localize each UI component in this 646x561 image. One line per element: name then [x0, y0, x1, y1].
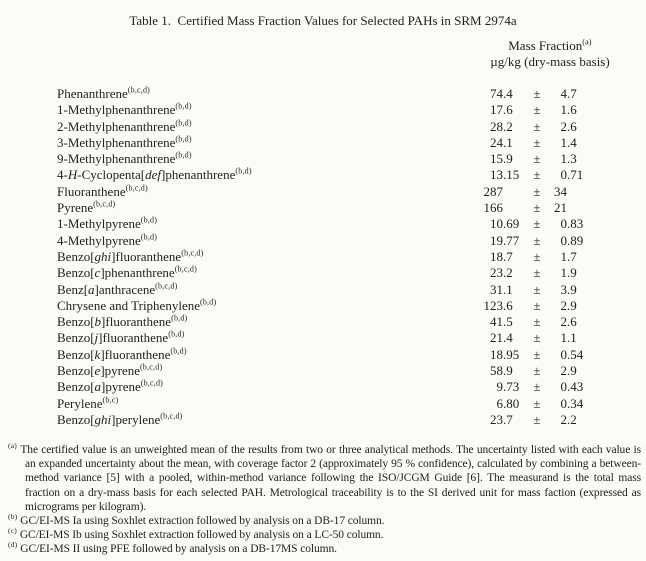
table-row	[57, 347, 587, 363]
uncertainty-integer: 34	[554, 183, 567, 199]
uncertainty-decimal: .43	[567, 379, 584, 395]
plus-minus: ±	[533, 134, 541, 150]
uncertainty-integer: 1	[560, 102, 567, 118]
uncertainty-decimal: .83	[567, 216, 584, 232]
footnotes	[8, 443, 641, 557]
uncertainty-integer: 1	[560, 248, 567, 264]
uncertainty-decimal: .7	[567, 86, 577, 101]
compound-superscript: (b,d)	[175, 134, 192, 144]
value-decimal: .7	[503, 248, 513, 264]
compound-superscript: (b,c,d)	[127, 86, 151, 95]
value-decimal: .7	[503, 411, 513, 427]
uncertainty-integer: 0	[560, 395, 567, 411]
value-integer: 58	[490, 363, 503, 379]
compound-superscript: (b,d)	[140, 216, 158, 226]
uncertainty-integer: 2	[560, 297, 567, 313]
compound-superscript: (b,d)	[199, 297, 217, 307]
value-integer: 287	[483, 183, 503, 199]
uncertainty-integer: 2	[560, 363, 567, 379]
value-integer: 18	[490, 346, 503, 362]
table-row	[57, 379, 587, 395]
compound-name: Benzo[ghi]fluoranthene$^{(b,c,d)}$	[57, 248, 204, 264]
footnote-b	[8, 514, 641, 528]
value-integer: 123	[483, 297, 503, 313]
uncertainty-decimal: .9	[567, 363, 577, 379]
units-label: µg/kg (dry-mass basis)	[490, 54, 610, 69]
value-integer: 10	[490, 216, 503, 232]
value-decimal: .4	[503, 86, 513, 101]
plus-minus: ±	[533, 118, 541, 134]
compound-superscript: (b,c,d)	[181, 248, 204, 258]
footnote-d	[8, 542, 641, 556]
compound-name: Benzo[c]phenanthrene$^{(b,c,d)}$	[57, 265, 197, 281]
value-decimal: .77	[503, 232, 520, 248]
compound-superscript: (b,c,d)	[155, 281, 178, 291]
compound-superscript: (b,d)	[140, 232, 158, 242]
uncertainty-decimal: .71	[567, 167, 584, 183]
value-integer: 24	[490, 134, 503, 150]
value-integer: 17	[490, 102, 503, 118]
value-integer: 21	[490, 330, 503, 346]
footnote-text: The certified value is an unweighted mean of the results from two or three analytical methods. The uncertainty listed with each value is an expanded uncertainty about the mean, with coverage factor 2 (approximately 95 % confidence), calculated by combining a between-method variance [5] with a pooled, within-method variance following the ISO/JCGM Guide [6]. The measurand is the total mass fraction on a dry-mass basis for each selected PAH. Metrological traceability is to the SI derived unit for mass faction (expressed as micrograms per kilogram).	[20, 444, 642, 513]
uncertainty-integer: 0	[560, 379, 567, 395]
compound-name: Fluoranthene$^{(b,c,d)}$	[57, 183, 148, 199]
uncertainty-integer: 1	[560, 151, 567, 167]
plus-minus: ±	[533, 411, 541, 427]
uncertainty-decimal: .9	[567, 281, 577, 297]
uncertainty-integer: 0	[560, 232, 567, 248]
footnote-c	[8, 528, 641, 542]
uncertainty-decimal: .34	[567, 395, 584, 411]
uncertainty-integer: 3	[560, 281, 567, 297]
value-integer: 23	[490, 411, 503, 427]
table-row	[57, 184, 587, 200]
compound-superscript: (b,c,d)	[93, 200, 116, 209]
uncertainty-decimal: .6	[567, 118, 577, 134]
uncertainty-decimal: .2	[567, 411, 577, 427]
uncertainty-integer: 1	[560, 330, 567, 346]
plus-minus: ±	[533, 216, 541, 232]
value-integer: 18	[490, 248, 503, 264]
uncertainty-integer: 0	[560, 216, 567, 232]
compound-name: Pyrene$^{(b,c,d)}$	[57, 200, 116, 216]
plus-minus: ±	[533, 86, 541, 101]
table-row	[57, 119, 587, 135]
plus-minus: ±	[533, 379, 541, 395]
uncertainty-decimal: .89	[567, 232, 584, 248]
value-decimal: .1	[503, 134, 513, 150]
compound-superscript: (b,d)	[171, 314, 188, 323]
compound-name: Benzo[j]fluoranthene$^{(b,d)}$	[57, 330, 185, 346]
uncertainty-integer: 2	[560, 314, 567, 330]
table-row	[57, 86, 587, 102]
compound-name: Benzo[k]fluoranthene$^{(b,d)}$	[57, 346, 187, 362]
value-decimal: .6	[503, 297, 513, 313]
footnote-text: GC/EI-MS II using PFE followed by analysis on a DB-17MS column.	[20, 543, 337, 556]
footnote-marker: (b)	[8, 512, 18, 522]
plus-minus: ±	[533, 346, 541, 362]
compound-superscript: (b,d)	[175, 151, 192, 160]
plus-minus: ±	[533, 151, 541, 167]
compound-name: 4-Methylpyrene$^{(b,d)}$	[57, 232, 158, 248]
uncertainty-integer: 2	[560, 411, 567, 427]
footnote-marker: (d)	[8, 540, 18, 550]
compound-superscript: (b,d)	[175, 118, 192, 128]
column-header	[450, 38, 646, 70]
plus-minus: ±	[533, 248, 541, 264]
compound-name: Benzo[e]pyrene$^{(b,c,d)}$	[57, 363, 163, 379]
plus-minus: ±	[533, 330, 541, 346]
compound-superscript: (b,d)	[235, 167, 252, 177]
uncertainty-decimal: .54	[567, 346, 584, 362]
compound-name: Benzo[a]pyrene$^{(b,c,d)}$	[57, 379, 164, 395]
uncertainty-decimal: .3	[567, 151, 577, 167]
plus-minus: ±	[533, 395, 541, 411]
value-integer: 31	[490, 281, 503, 297]
value-integer: 13	[490, 167, 503, 183]
compound-superscript: (b,c)	[102, 395, 119, 405]
value-integer: 23	[490, 265, 503, 281]
table-row	[57, 314, 587, 330]
uncertainty-decimal: .1	[567, 330, 577, 346]
compound-superscript: (b,d)	[168, 330, 185, 340]
plus-minus: ±	[533, 167, 541, 183]
compound-name: 1-Methylphenanthrene$^{(b,d)}$	[57, 102, 192, 118]
mass-fraction-superscript: (a)	[582, 37, 592, 47]
compound-name: 1-Methylpyrene$^{(b,d)}$	[57, 216, 158, 232]
compound-name: 2-Methylphenanthrene$^{(b,d)}$	[57, 118, 192, 134]
footnote-text: GC/EI-MS Ia using Soxhlet extraction followed by analysis on a DB-17 column.	[20, 515, 385, 528]
table-row	[57, 298, 587, 314]
uncertainty-decimal: .6	[567, 314, 577, 330]
value-integer: 6	[496, 395, 503, 411]
table-row	[57, 330, 587, 346]
uncertainty-integer: 4	[560, 86, 567, 101]
value-decimal: .9	[503, 151, 513, 167]
table-row	[57, 282, 587, 298]
value-integer: 9	[496, 379, 503, 395]
footnote-text: GC/EI-MS Ib using Soxhlet extraction followed by analysis on a LC-50 column.	[19, 529, 384, 542]
value-integer: 166	[483, 200, 503, 216]
value-integer: 19	[490, 232, 503, 248]
table-rows	[57, 86, 587, 428]
table-title: Table 1. Certified Mass Fraction Values for Selected PAHs in SRM 2974a	[129, 13, 517, 28]
table-row	[57, 412, 587, 428]
compound-name: Phenanthrene$^{(b,c,d)}$	[57, 86, 151, 101]
footnote-a	[8, 443, 641, 514]
plus-minus: ±	[533, 200, 541, 216]
plus-minus: ±	[533, 363, 541, 379]
compound-name: Chrysene and Triphenylene$^{(b,d)}$	[57, 297, 217, 313]
uncertainty-decimal: .6	[567, 102, 577, 118]
value-decimal: .1	[503, 281, 513, 297]
compound-superscript: (b,d)	[175, 102, 192, 111]
uncertainty-decimal: .9	[567, 265, 577, 281]
value-decimal: .5	[503, 314, 513, 330]
plus-minus: ±	[533, 314, 541, 330]
uncertainty-integer: 0	[560, 167, 567, 183]
value-decimal: .15	[503, 167, 520, 183]
plus-minus: ±	[533, 281, 541, 297]
compound-superscript: (b,c,d)	[174, 265, 197, 274]
table-row	[57, 396, 587, 412]
footnote-marker: (c)	[8, 526, 17, 536]
value-decimal: .9	[503, 363, 513, 379]
value-integer: 74	[490, 86, 503, 101]
value-decimal: .80	[503, 395, 520, 411]
uncertainty-integer: 21	[554, 200, 567, 216]
compound-name: 9-Methylphenanthrene$^{(b,d)}$	[57, 151, 192, 167]
table-row	[57, 135, 587, 151]
uncertainty-integer: 1	[560, 134, 567, 150]
table-row	[57, 151, 587, 167]
table-row	[57, 200, 587, 216]
compound-superscript: (b,d)	[170, 346, 187, 356]
compound-name: Perylene$^{(b,c)}$	[57, 395, 119, 411]
footnote-marker: (a)	[8, 441, 17, 451]
table-row	[57, 363, 587, 379]
uncertainty-decimal: .4	[567, 134, 577, 150]
table-row	[57, 249, 587, 265]
compound-superscript: (b,c,d)	[125, 183, 148, 193]
plus-minus: ±	[533, 232, 541, 248]
compound-superscript: (b,c,d)	[140, 379, 164, 389]
plus-minus: ±	[533, 183, 541, 199]
table-row	[57, 102, 587, 118]
uncertainty-integer: 2	[560, 118, 567, 134]
plus-minus: ±	[533, 102, 541, 118]
compound-name: Benz[a]anthracene$^{(b,c,d)}$	[57, 281, 178, 297]
uncertainty-decimal: .7	[567, 248, 577, 264]
table-row	[57, 265, 587, 281]
plus-minus: ±	[533, 297, 541, 313]
value-decimal: .95	[503, 346, 520, 362]
value-integer: 15	[490, 151, 503, 167]
compound-name: Benzo[b]fluoranthene$^{(b,d)}$	[57, 314, 188, 330]
value-decimal: .4	[503, 330, 513, 346]
value-integer: 41	[490, 314, 503, 330]
compound-superscript: (b,c,d)	[140, 363, 163, 372]
compound-superscript: (b,c,d)	[160, 411, 183, 421]
uncertainty-integer: 1	[560, 265, 567, 281]
table-row	[57, 167, 587, 183]
compound-name: 4-H-Cyclopenta[def]phenanthrene$^{(b,d)}$	[57, 167, 252, 183]
uncertainty-integer: 0	[560, 346, 567, 362]
value-decimal: .2	[503, 118, 513, 134]
mass-fraction-label: Mass Fraction$^{(a)}$	[508, 37, 592, 53]
value-decimal: .69	[503, 216, 520, 232]
uncertainty-decimal: .9	[567, 297, 577, 313]
value-decimal: .6	[503, 102, 513, 118]
compound-name: 3-Methylphenanthrene$^{(b,d)}$	[57, 134, 192, 150]
table-row	[57, 233, 587, 249]
value-decimal: .73	[503, 379, 520, 395]
table-row	[57, 216, 587, 232]
compound-name: Benzo[ghi]perylene$^{(b,c,d)}$	[57, 411, 183, 427]
plus-minus: ±	[533, 265, 541, 281]
value-decimal: .2	[503, 265, 513, 281]
value-integer: 28	[490, 118, 503, 134]
